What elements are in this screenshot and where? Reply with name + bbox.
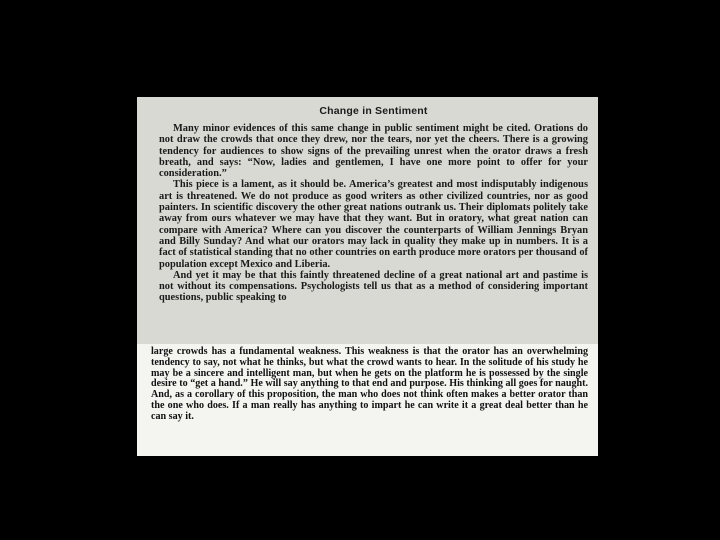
scanned-article-lower xyxy=(137,344,598,456)
article-heading: Change in Sentiment xyxy=(319,105,428,117)
article-paragraph-1: Many minor evidences of this same change in public sentiment might be cited. Orations do not draw the crowds that once they drew, nor the tears, nor yet the cheers. There is a growing tendency for audiences to show signs of the prevailing unrest when the orator draws a fresh breath, and says: “Now, ladies and gentlemen, I have one more point to offer for your consideration.” xyxy=(159,123,588,180)
article-paragraph-2: This piece is a lament, as it should be. America’s greatest and most indisputably indigenous art is threatened. We do not produce as good writers as other civilized countries, nor as good painters. In scientific discovery the other great nations outrank us. Their diplomats politely take away from ours whatever we may have that they want. But in oratory, what great nation can compare with America? Where can you discover the counterparts of William Jennings Bryan and Billy Sunday? And what our orators may lack in quality they make up in numbers. It is a fact of statistical standing that no other countries on earth produce more orators per thousand of population except Mexico and Liberia. xyxy=(159,179,588,270)
scanned-article-upper xyxy=(137,97,598,344)
article-paragraph-3: And yet it may be that this faintly threatened decline of a great national art and pastime is not without its compensations. Psychologists tell us that as a method of considering important questions, public speaking to xyxy=(159,269,588,304)
article-paragraph-continuation: large crowds has a fundamental weakness. This weakness is that the orator has an overwhelming tendency to say, not what he thinks, but what the crowd wants to hear. In the solitude of his study he may be a sincere and intelligent man, but when he gets on the platform he is possessed by the single desire to “get a hand.” He will say anything to that end and purpose. His thinking all goes for naught. And, as a corollary of this proposition, the man who does not think often makes a better orator than the one who does. If a man really has anything to impart he can write it a great deal better than he can say it. xyxy=(151,346,588,422)
